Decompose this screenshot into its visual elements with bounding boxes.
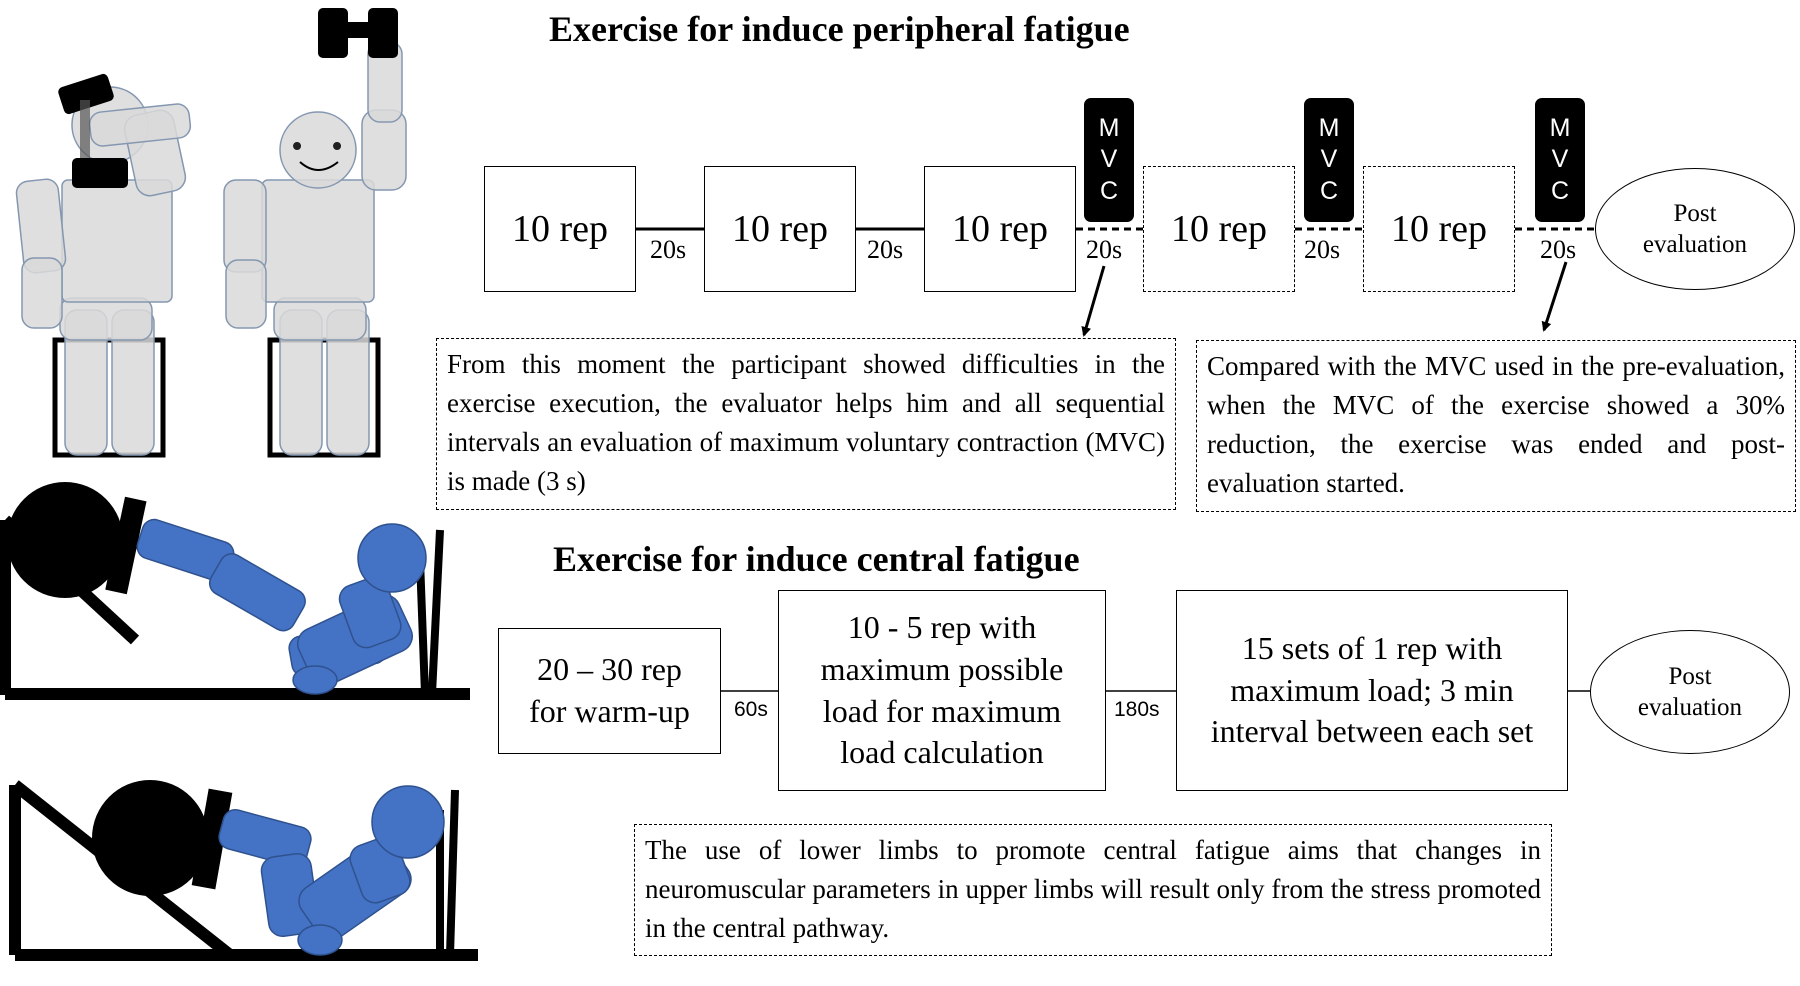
set-box-2: 10 rep	[704, 166, 856, 292]
seated-figure-shoulder-press-start	[15, 87, 191, 455]
interval-label: 180s	[1114, 698, 1160, 721]
set-box-4: 10 rep	[1143, 166, 1295, 292]
note-central: The use of lower limbs to promote central fatigue aims that changes in neuromuscular parameters in upper limbs will result only from the stress promoted in the central pathway.	[634, 824, 1552, 956]
interval-label: 20s	[1304, 235, 1341, 264]
interval-label: 60s	[734, 698, 768, 721]
load-calculation-box: 10 - 5 rep with maximum possible load for maximum load calculation	[778, 590, 1106, 791]
interval-label: 20s	[1540, 235, 1577, 264]
dumbbell-icon	[318, 8, 398, 58]
mvc-marker: M V C	[1535, 98, 1585, 222]
leg-press-figure-bent	[5, 482, 470, 695]
mvc-marker: M V C	[1304, 98, 1354, 222]
arrow-to-right-note	[1544, 262, 1566, 330]
warm-up-box: 20 – 30 rep for warm-up	[498, 628, 721, 754]
note-left: From this moment the participant showed difficulties in the exercise execution, the evaluator helps him and all sequential intervals an evaluation of maximum voluntary contraction (MVC) is made (3 s)	[436, 338, 1176, 510]
peripheral-title: Exercise for induce peripheral fatigue	[549, 9, 1130, 49]
seated-figure-shoulder-press-top	[224, 42, 406, 455]
interval-label: 20s	[650, 235, 687, 264]
note-right: Compared with the MVC used in the pre-evaluation, when the MVC of the exercise showed a 30% reduction, the exercise was ended and post-evaluation started.	[1196, 340, 1796, 512]
set-box-5: 10 rep	[1363, 166, 1515, 292]
mvc-marker: M V C	[1084, 98, 1134, 222]
leg-press-figure-extended	[15, 780, 478, 955]
interval-label: 20s	[867, 235, 904, 264]
set-box-1: 10 rep	[484, 166, 636, 292]
arrow-to-left-note	[1084, 266, 1104, 335]
post-evaluation-oval: Post evaluation	[1590, 630, 1790, 754]
interval-label: 20s	[1086, 235, 1123, 264]
max-load-sets-box: 15 sets of 1 rep with maximum load; 3 min interval between each set	[1176, 590, 1568, 791]
set-box-3: 10 rep	[924, 166, 1076, 292]
central-title: Exercise for induce central fatigue	[553, 539, 1080, 579]
post-evaluation-oval: Post evaluation	[1595, 168, 1795, 290]
